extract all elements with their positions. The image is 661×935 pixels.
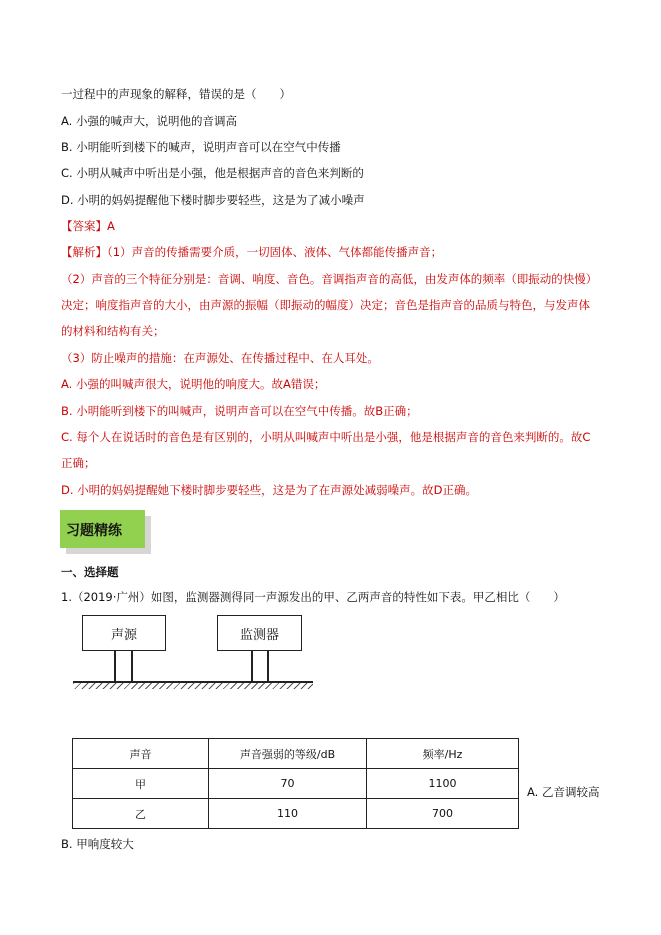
- ground-hatch: [73, 683, 313, 689]
- section-banner: [60, 510, 145, 548]
- q1-stem: 1.（2019·广州）如图，监测器测得同一声源发出的甲、乙两声音的特性如下表。甲乙相比（ ）: [61, 590, 565, 604]
- monitor-box: [217, 615, 302, 651]
- subsection-title: 一、选择题: [61, 565, 119, 579]
- answer: 【答案】A: [61, 219, 115, 233]
- q1-option-b: B. 甲响度较大: [61, 837, 134, 851]
- option-d: D. 小明的妈妈提醒他下楼时脚步要轻些，这是为了减小噪声: [61, 193, 365, 207]
- option-a: A. 小强的喊声大，说明他的音调高: [61, 114, 237, 128]
- analysis-p2-line2: 决定；响度指声音的大小，由声源的振幅（即振动的幅度）决定；音色是指声音的品质与特色，与发声体: [61, 298, 590, 312]
- q1-option-a: A. 乙音调较高: [527, 785, 600, 799]
- table-cell: 乙: [73, 799, 209, 829]
- table-header-row: [73, 739, 519, 769]
- monitor-leg: [251, 651, 253, 681]
- source-label: 声源: [110, 627, 137, 643]
- table-cell: 1100: [367, 769, 519, 799]
- source-leg: [114, 651, 116, 681]
- table-row: [73, 769, 519, 799]
- table-cell: 70: [209, 769, 367, 799]
- analysis-p2-line3: 的材料和结构有关；: [61, 324, 165, 338]
- table-header: 声音: [73, 739, 209, 769]
- source-box: [82, 615, 166, 651]
- analysis-p2-line1: （2）声音的三个特征分别是：音调、响度、音色。音调指声音的高低，由发声体的频率（即振动的快慢）: [61, 272, 598, 286]
- source-leg: [131, 651, 133, 681]
- section-title: 习题精练: [66, 523, 122, 539]
- table-row: [73, 799, 519, 829]
- table-cell: 110: [209, 799, 367, 829]
- table-cell: 700: [367, 799, 519, 829]
- monitor-leg: [267, 651, 269, 681]
- table-cell: 甲: [73, 769, 209, 799]
- analysis-b: B. 小明能听到楼下的叫喊声，说明声音可以在空气中传播。故B正确；: [61, 404, 418, 418]
- sound-table: [72, 738, 519, 829]
- analysis-a: A. 小强的叫喊声很大，说明他的响度大。故A错误；: [61, 377, 326, 391]
- option-c: C. 小明从喊声中听出是小强，他是根据声音的音色来判断的: [61, 166, 364, 180]
- analysis-p1-text: （1）声音的传播需要介质，一切固体、液体、气体都能传播声音；: [107, 245, 443, 259]
- analysis-label: 【解析】: [61, 245, 107, 259]
- table-header: 声音强弱的等级/dB: [209, 739, 367, 769]
- analysis-p1: [61, 244, 442, 260]
- option-b: B. 小明能听到楼下的喊声，说明声音可以在空气中传播: [61, 140, 341, 154]
- analysis-p3: （3）防止噪声的措施：在声源处、在传播过程中、在人耳处。: [61, 351, 379, 365]
- question-stem: 一过程中的声现象的解释，错误的是（ ）: [61, 87, 291, 101]
- analysis-d: D. 小明的妈妈提醒她下楼时脚步要轻些，这是为了在声源处减弱噪声。故D正确。: [61, 483, 478, 497]
- monitor-label: 监测器: [239, 627, 279, 643]
- analysis-c-line2: 正确；: [61, 456, 96, 470]
- table-header: 频率/Hz: [367, 739, 519, 769]
- analysis-c-line1: C. 每个人在说话时的音色是有区别的，小明从叫喊声中听出是小强，他是根据声音的音色来判断的。故C: [61, 430, 591, 444]
